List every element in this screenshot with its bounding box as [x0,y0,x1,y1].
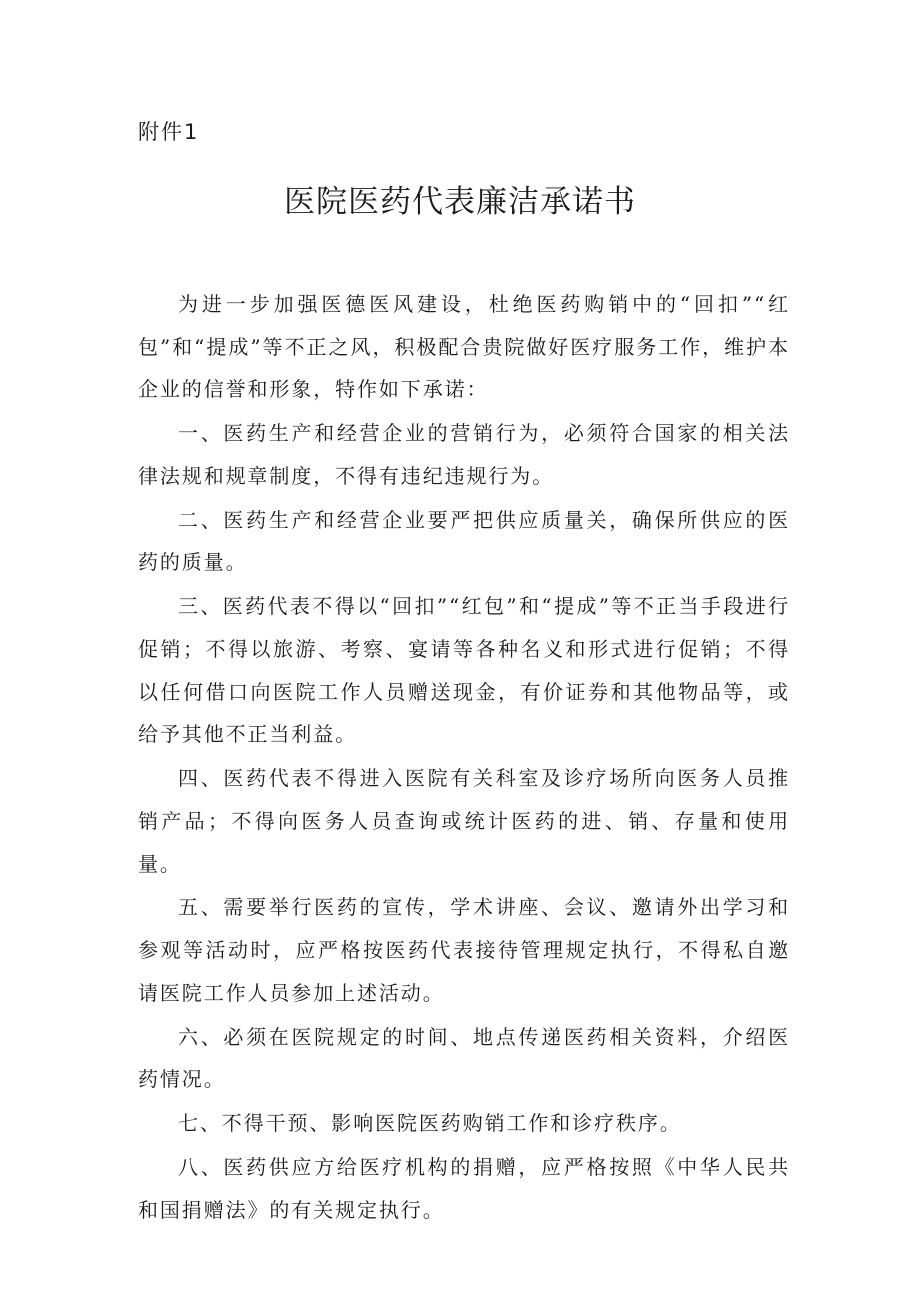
commitment-item-2: 二、医药生产和经营企业要严把供应质量关，确保所供应的医药的质量。 [138,507,790,575]
commitment-item-7: 七、不得干预、影响医院医药购销工作和诊疗秩序。 [178,1111,682,1136]
commitment-item-4: 四、医药代表不得进入医院有关科室及诊疗场所向医务人员推销产品；不得向医务人员查询或统计医药的进、销、存量和使用量。 [138,766,790,876]
commitment-item-1: 一、医药生产和经营企业的营销行为，必须符合国家的相关法律法规和规章制度，不得有违纪违规行为。 [138,421,790,488]
document-body [138,283,790,1232]
annex-label: 附件1 [138,120,200,144]
commitment-item-5: 五、需要举行医药的宣传，学术讲座、会议、邀请外出学习和参观等活动时，应严格按医药代表接待管理规定执行，不得私自邀请医院工作人员参加上述活动。 [138,895,790,1005]
commitment-item-3: 三、医药代表不得以“回扣”“红包”和“提成”等不正当手段进行促销；不得以旅游、考察、宴请等各种名义和形式进行促销；不得以任何借口向医院工作人员赠送现金，有价证券和其他物品等，或给予其他不正当利益。 [138,594,790,747]
document-title: 医院医药代表廉洁承诺书 [284,184,636,220]
commitment-item-6: 六、必须在医院规定的时间、地点传递医药相关资料，介绍医药情况。 [138,1024,790,1092]
commitment-item-8: 八、医药供应方给医疗机构的捐赠，应严格按照《中华人民共和国捐赠法》的有关规定执行。 [138,1154,790,1222]
intro-paragraph: 为进一步加强医德医风建设，杜绝医药购销中的“回扣”“红包”和“提成”等不正之风，积极配合贵院做好医疗服务工作，维护本企业的信誉和形象，特作如下承诺： [138,292,790,402]
